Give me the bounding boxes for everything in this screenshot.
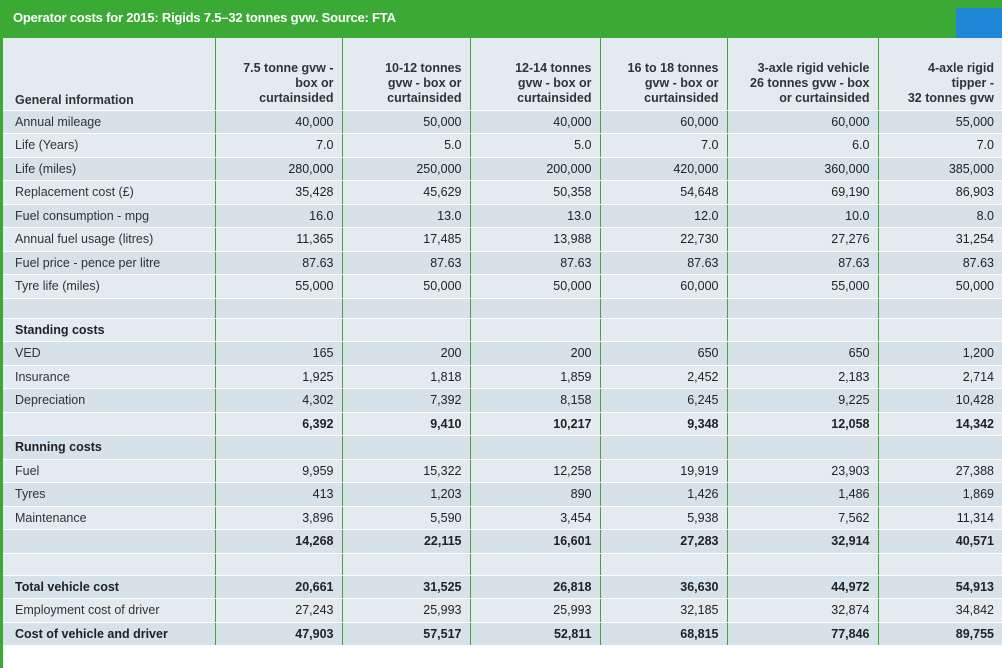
- cell-value: 16.0: [215, 204, 342, 228]
- row-label: Life (Years): [3, 134, 215, 158]
- cell-value: 47,903: [215, 622, 342, 646]
- row-label: [3, 530, 215, 554]
- table-row-depreciation: [3, 389, 1002, 413]
- cell-value: 87.63: [215, 251, 342, 275]
- table-row-life-years: [3, 134, 1002, 158]
- cell-value: 6,245: [600, 389, 727, 413]
- cell-value: 7.0: [878, 134, 1002, 158]
- empty-cell: [600, 553, 727, 575]
- empty-cell: [470, 298, 600, 318]
- empty-cell: [342, 298, 470, 318]
- row-label: Cost of vehicle and driver: [3, 622, 215, 646]
- cell-value: 87.63: [342, 251, 470, 275]
- operator-costs-table: [3, 38, 1002, 646]
- column-header-line: 16 to 18 tonnes: [627, 60, 719, 75]
- spacer-row: [3, 298, 1002, 318]
- row-label: Depreciation: [3, 389, 215, 413]
- cell-value: 14,342: [878, 412, 1002, 436]
- cell-value: 50,000: [342, 275, 470, 299]
- column-header-2: [342, 38, 470, 110]
- column-header-4: [600, 38, 727, 110]
- cell-value: 50,000: [878, 275, 1002, 299]
- empty-cell: [342, 436, 470, 460]
- spacer-row: [3, 553, 1002, 575]
- cell-value: 87.63: [878, 251, 1002, 275]
- cell-value: 12,058: [727, 412, 878, 436]
- cell-value: 89,755: [878, 622, 1002, 646]
- empty-cell: [342, 318, 470, 342]
- row-label: Insurance: [3, 365, 215, 389]
- cell-value: 9,959: [215, 459, 342, 483]
- cell-value: 32,185: [600, 599, 727, 623]
- cell-value: 25,993: [342, 599, 470, 623]
- cell-value: 3,896: [215, 506, 342, 530]
- cell-value: 280,000: [215, 157, 342, 181]
- cell-value: 13.0: [342, 204, 470, 228]
- empty-cell: [215, 318, 342, 342]
- row-label: Tyre life (miles): [3, 275, 215, 299]
- cell-value: 890: [470, 483, 600, 507]
- cell-value: 25,993: [470, 599, 600, 623]
- empty-cell: [470, 318, 600, 342]
- cell-value: 9,410: [342, 412, 470, 436]
- column-header-line: 26 tonnes gvw - box: [750, 75, 870, 90]
- table-row-cost-vehicle-driver: [3, 622, 1002, 646]
- cell-value: 16,601: [470, 530, 600, 554]
- cell-value: 10,217: [470, 412, 600, 436]
- column-header-line: or curtainsided: [779, 90, 870, 105]
- cell-value: 1,869: [878, 483, 1002, 507]
- title-bar: [3, 0, 1002, 38]
- cell-value: 5.0: [470, 134, 600, 158]
- header-row: [3, 38, 1002, 110]
- cell-value: 7.0: [600, 134, 727, 158]
- cell-value: 650: [600, 342, 727, 366]
- cell-value: 27,276: [727, 228, 878, 252]
- cell-value: 31,254: [878, 228, 1002, 252]
- cell-value: 27,243: [215, 599, 342, 623]
- column-header-6: [878, 38, 1002, 110]
- empty-cell: [878, 553, 1002, 575]
- row-label: Annual mileage: [3, 110, 215, 134]
- table-row-life-miles: [3, 157, 1002, 181]
- cell-value: 55,000: [727, 275, 878, 299]
- cell-value: 13.0: [470, 204, 600, 228]
- table-row-tyre-life: [3, 275, 1002, 299]
- cell-value: 1,818: [342, 365, 470, 389]
- column-header-line: curtainsided: [259, 90, 334, 105]
- cell-value: 50,358: [470, 181, 600, 205]
- cell-value: 60,000: [727, 110, 878, 134]
- cell-value: 11,314: [878, 506, 1002, 530]
- cell-value: 10,428: [878, 389, 1002, 413]
- cell-value: 15,322: [342, 459, 470, 483]
- cell-value: 200,000: [470, 157, 600, 181]
- empty-cell: [342, 553, 470, 575]
- cell-value: 2,714: [878, 365, 1002, 389]
- cell-value: 77,846: [727, 622, 878, 646]
- cell-value: 6.0: [727, 134, 878, 158]
- empty-cell: [470, 553, 600, 575]
- cell-value: 87.63: [600, 251, 727, 275]
- cell-value: 1,925: [215, 365, 342, 389]
- cell-value: 10.0: [727, 204, 878, 228]
- table-row-total-vehicle-cost: [3, 575, 1002, 599]
- cell-value: 22,115: [342, 530, 470, 554]
- column-header-line: 7.5 tonne gvw -: [243, 60, 334, 75]
- column-header-line: gvw - box or: [644, 75, 719, 90]
- cell-value: 27,283: [600, 530, 727, 554]
- empty-cell: [727, 553, 878, 575]
- cell-value: 87.63: [470, 251, 600, 275]
- column-header-1: [215, 38, 342, 110]
- empty-cell: [878, 298, 1002, 318]
- column-header-line: gvw - box or: [517, 75, 592, 90]
- cell-value: 1,200: [878, 342, 1002, 366]
- table-row-annual-fuel-usage: [3, 228, 1002, 252]
- cell-value: 7,562: [727, 506, 878, 530]
- table-row-standing-total: [3, 412, 1002, 436]
- cell-value: 200: [342, 342, 470, 366]
- empty-cell: [215, 553, 342, 575]
- cell-value: 11,365: [215, 228, 342, 252]
- cell-value: 50,000: [470, 275, 600, 299]
- cell-value: 22,730: [600, 228, 727, 252]
- row-label: Employment cost of driver: [3, 599, 215, 623]
- cell-value: 8,158: [470, 389, 600, 413]
- cell-value: 32,914: [727, 530, 878, 554]
- cell-value: 1,859: [470, 365, 600, 389]
- empty-cell: [215, 298, 342, 318]
- cell-value: 55,000: [878, 110, 1002, 134]
- cell-value: 23,903: [727, 459, 878, 483]
- row-label: Fuel price - pence per litre: [3, 251, 215, 275]
- empty-cell: [600, 318, 727, 342]
- cell-value: 50,000: [342, 110, 470, 134]
- table-row-employment-cost: [3, 599, 1002, 623]
- cell-value: 12,258: [470, 459, 600, 483]
- row-label: Fuel consumption - mpg: [3, 204, 215, 228]
- empty-cell: [727, 436, 878, 460]
- cell-value: 12.0: [600, 204, 727, 228]
- cell-value: 5.0: [342, 134, 470, 158]
- table-row-fuel: [3, 459, 1002, 483]
- cell-value: 55,000: [215, 275, 342, 299]
- title-accent-block: [956, 8, 1002, 38]
- table-row-replacement-cost: [3, 181, 1002, 205]
- table-row-tyres: [3, 483, 1002, 507]
- row-label: Replacement cost (£): [3, 181, 215, 205]
- row-label: Fuel: [3, 459, 215, 483]
- column-header-line: gvw - box or: [387, 75, 462, 90]
- cell-value: 14,268: [215, 530, 342, 554]
- cell-value: 17,485: [342, 228, 470, 252]
- cell-value: 32,874: [727, 599, 878, 623]
- cell-value: 60,000: [600, 110, 727, 134]
- cell-value: 2,452: [600, 365, 727, 389]
- column-header-line: curtainsided: [387, 90, 462, 105]
- cell-value: 3,454: [470, 506, 600, 530]
- cell-value: 8.0: [878, 204, 1002, 228]
- table-row-running-total: [3, 530, 1002, 554]
- table-title: Operator costs for 2015: Rigids 7.5–32 tonnes gvw. Source: FTA: [13, 10, 396, 25]
- table-row-fuel-price: [3, 251, 1002, 275]
- cell-value: 2,183: [727, 365, 878, 389]
- column-header-5: [727, 38, 878, 110]
- cell-value: 34,842: [878, 599, 1002, 623]
- row-label: VED: [3, 342, 215, 366]
- column-header-3: [470, 38, 600, 110]
- cell-value: 5,590: [342, 506, 470, 530]
- column-header-line: 3-axle rigid vehicle: [757, 60, 870, 75]
- cell-value: 7,392: [342, 389, 470, 413]
- cell-value: 45,629: [342, 181, 470, 205]
- cell-value: 200: [470, 342, 600, 366]
- cell-value: 57,517: [342, 622, 470, 646]
- table-row-maintenance: [3, 506, 1002, 530]
- cell-value: 420,000: [600, 157, 727, 181]
- cell-value: 385,000: [878, 157, 1002, 181]
- section-label-running: Running costs: [3, 436, 215, 460]
- cell-value: 54,913: [878, 575, 1002, 599]
- row-label: Life (miles): [3, 157, 215, 181]
- column-header-line: box or: [295, 75, 334, 90]
- cell-value: 36,630: [600, 575, 727, 599]
- cell-value: 40,000: [470, 110, 600, 134]
- table-row-insurance: [3, 365, 1002, 389]
- cell-value: 7.0: [215, 134, 342, 158]
- empty-cell: [878, 318, 1002, 342]
- empty-cell: [215, 436, 342, 460]
- empty-cell: [878, 436, 1002, 460]
- cell-value: 1,203: [342, 483, 470, 507]
- cell-value: 360,000: [727, 157, 878, 181]
- section-label-standing: Standing costs: [3, 318, 215, 342]
- empty-cell: [727, 298, 878, 318]
- cell-value: 31,525: [342, 575, 470, 599]
- cell-value: 86,903: [878, 181, 1002, 205]
- cell-value: 1,426: [600, 483, 727, 507]
- cell-value: 87.63: [727, 251, 878, 275]
- empty-cell: [600, 298, 727, 318]
- column-header-line: 4-axle rigid: [928, 60, 994, 75]
- cell-value: 1,486: [727, 483, 878, 507]
- cell-value: 26,818: [470, 575, 600, 599]
- column-header-line: curtainsided: [644, 90, 719, 105]
- cell-value: 60,000: [600, 275, 727, 299]
- row-label: [3, 412, 215, 436]
- cell-value: 6,392: [215, 412, 342, 436]
- cell-value: 52,811: [470, 622, 600, 646]
- row-label: Total vehicle cost: [3, 575, 215, 599]
- column-header-line: 32 tonnes gvw: [907, 90, 994, 105]
- row-label: Tyres: [3, 483, 215, 507]
- empty-cell: [3, 553, 215, 575]
- cell-value: 40,000: [215, 110, 342, 134]
- table-row-annual-mileage: [3, 110, 1002, 134]
- cell-value: 68,815: [600, 622, 727, 646]
- column-header-line: curtainsided: [517, 90, 592, 105]
- empty-cell: [3, 298, 215, 318]
- cell-value: 413: [215, 483, 342, 507]
- cell-value: 165: [215, 342, 342, 366]
- table-row-fuel-consumption: [3, 204, 1002, 228]
- cell-value: 4,302: [215, 389, 342, 413]
- cell-value: 69,190: [727, 181, 878, 205]
- column-header-line: 10-12 tonnes: [385, 60, 462, 75]
- column-header-line: tipper -: [951, 75, 994, 90]
- cell-value: 19,919: [600, 459, 727, 483]
- cell-value: 13,988: [470, 228, 600, 252]
- empty-cell: [727, 318, 878, 342]
- cell-value: 44,972: [727, 575, 878, 599]
- cell-value: 27,388: [878, 459, 1002, 483]
- cell-value: 5,938: [600, 506, 727, 530]
- cell-value: 9,348: [600, 412, 727, 436]
- row-label: Maintenance: [3, 506, 215, 530]
- cell-value: 20,661: [215, 575, 342, 599]
- column-header-line: 12-14 tonnes: [515, 60, 592, 75]
- cell-value: 40,571: [878, 530, 1002, 554]
- section-label-general: General information: [3, 38, 215, 110]
- section-row-standing: [3, 318, 1002, 342]
- cell-value: 250,000: [342, 157, 470, 181]
- cell-value: 9,225: [727, 389, 878, 413]
- cell-value: 54,648: [600, 181, 727, 205]
- cell-value: 650: [727, 342, 878, 366]
- empty-cell: [470, 436, 600, 460]
- empty-cell: [600, 436, 727, 460]
- cell-value: 35,428: [215, 181, 342, 205]
- table-row-ved: [3, 342, 1002, 366]
- section-row-running: [3, 436, 1002, 460]
- row-label: Annual fuel usage (litres): [3, 228, 215, 252]
